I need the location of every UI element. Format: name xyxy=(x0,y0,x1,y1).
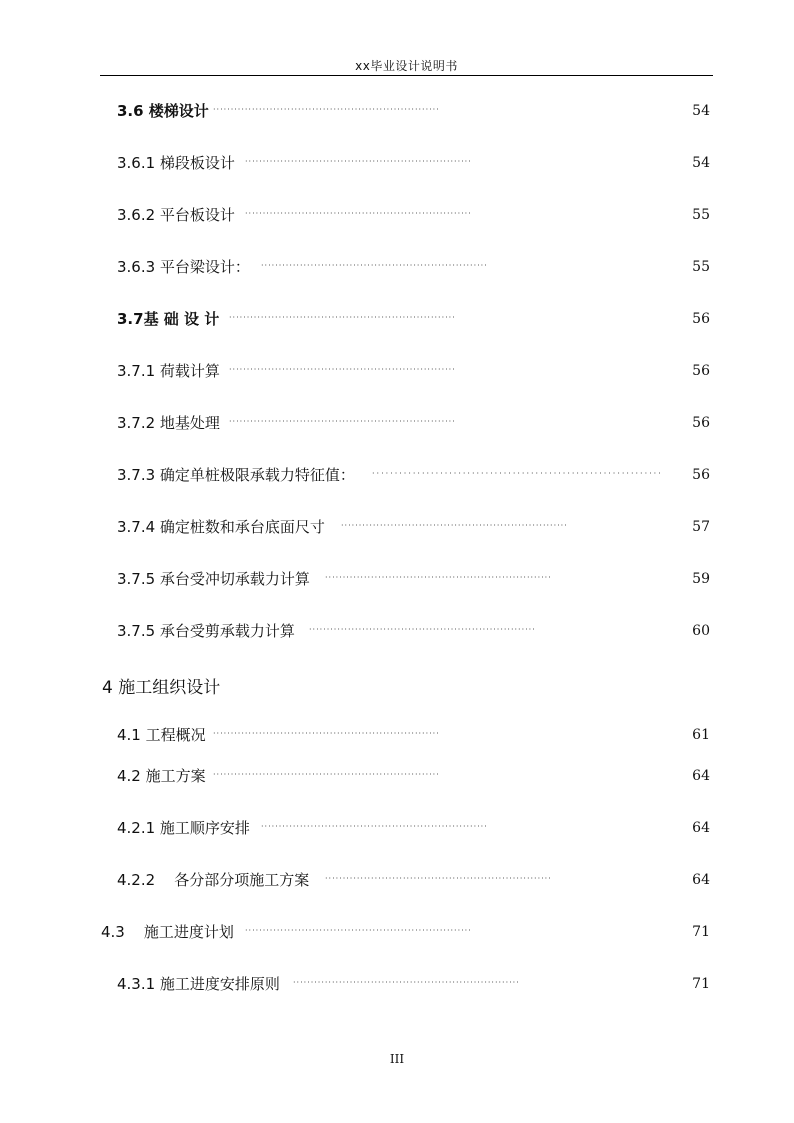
toc-entry-page: 56 xyxy=(692,311,710,327)
toc-entry-label: 4.1 工程概况 xyxy=(117,726,206,744)
toc-entry-label: 3.6.3 平台梁设计： xyxy=(117,258,250,276)
toc-entry[interactable] xyxy=(0,764,794,788)
toc-entry-page: 56 xyxy=(692,467,710,483)
toc-leader-dots: ································································ xyxy=(293,978,520,987)
toc-entry[interactable] xyxy=(0,151,794,175)
toc-entry[interactable] xyxy=(0,567,794,591)
toc-entry-label: 3.7.4 确定桩数和承台底面尺寸 xyxy=(117,518,325,536)
toc-entry-page: 55 xyxy=(692,259,710,275)
toc-entry-page: 54 xyxy=(692,155,710,171)
toc-entry-page: 64 xyxy=(692,768,710,784)
toc-entry-page: 56 xyxy=(692,415,710,431)
toc-entry[interactable] xyxy=(0,203,794,227)
toc-entry[interactable] xyxy=(0,255,794,279)
toc-entry-page: 56 xyxy=(692,363,710,379)
page-number: III xyxy=(389,1052,405,1066)
toc-leader-dots: ································································ xyxy=(229,313,456,322)
toc-entry[interactable] xyxy=(0,463,794,487)
toc-leader-dots: ································································ xyxy=(325,874,552,883)
toc-entry-page: 61 xyxy=(692,727,710,743)
toc-entry-page: 71 xyxy=(692,976,710,992)
toc-entry[interactable] xyxy=(0,816,794,840)
toc-entry[interactable] xyxy=(0,972,794,996)
toc-entry-label: 3.6.1 梯段板设计 xyxy=(117,154,235,172)
toc-leader-dots: ································································ xyxy=(213,729,440,738)
toc-entry-page: 59 xyxy=(692,571,710,587)
toc-entry-label: 4.3.1 施工进度安排原则 xyxy=(117,975,280,993)
toc-entry[interactable] xyxy=(0,920,794,944)
toc-entry[interactable] xyxy=(0,619,794,643)
toc-leader-dots: ································································ xyxy=(325,573,552,582)
toc-entry-label: 3.7.3 确定单桩极限承载力特征值： xyxy=(117,466,355,484)
toc-entry-page: 64 xyxy=(692,872,710,888)
toc-entry-page: 64 xyxy=(692,820,710,836)
toc-leader-dots: ································································ xyxy=(229,417,456,426)
toc-leader-dots: ································································ xyxy=(213,105,440,114)
toc-entry-label: 4.2 施工方案 xyxy=(117,767,206,785)
toc-entry-label: 4.2.1 施工顺序安排 xyxy=(117,819,250,837)
toc-entry-label: 3.7基 础 设 计 xyxy=(117,310,220,328)
toc-leader-dots: ································································ xyxy=(245,209,472,218)
toc-entry[interactable] xyxy=(0,307,794,331)
toc-entry-label: 3.7.5 承台受冲切承载力计算 xyxy=(117,570,310,588)
toc-entry[interactable] xyxy=(0,411,794,435)
toc-entry[interactable] xyxy=(0,515,794,539)
toc-entry[interactable] xyxy=(0,99,794,123)
toc-entry-page: 55 xyxy=(692,207,710,223)
toc-entry-label: 4.3 施工进度计划 xyxy=(101,923,234,941)
toc-entry[interactable] xyxy=(0,359,794,383)
toc-leader-dots: ································································ xyxy=(372,469,663,478)
toc-leader-dots: ································································ xyxy=(229,365,456,374)
toc-entry-page: 57 xyxy=(692,519,710,535)
toc-entry-label: 3.7.5 承台受剪承载力计算 xyxy=(117,622,295,640)
toc-entry-label: 3.6.2 平台板设计 xyxy=(117,206,235,224)
toc-entry-label: 3.6 楼梯设计 xyxy=(117,102,209,120)
toc-entry-page: 54 xyxy=(692,103,710,119)
toc-entry-label: 3.7.1 荷载计算 xyxy=(117,362,220,380)
toc-entry-page: 60 xyxy=(692,623,710,639)
toc-entry-page: 71 xyxy=(692,924,710,940)
chapter-heading[interactable]: 4 施工组织设计 xyxy=(102,678,221,698)
toc-leader-dots: ································································ xyxy=(341,521,568,530)
toc-leader-dots: ································································ xyxy=(261,822,488,831)
toc-entry-label: 4.2.2 各分部分项施工方案 xyxy=(117,871,310,889)
toc-leader-dots: ································································ xyxy=(261,261,488,270)
toc-entry[interactable] xyxy=(0,723,794,747)
toc-leader-dots: ································································ xyxy=(309,625,536,634)
toc-entry[interactable] xyxy=(0,868,794,892)
toc-leader-dots: ································································ xyxy=(245,926,472,935)
toc-leader-dots: ································································ xyxy=(245,157,472,166)
page-header: xx毕业设计说明书 xyxy=(355,59,458,73)
toc-entry-label: 3.7.2 地基处理 xyxy=(117,414,220,432)
toc-leader-dots: ································································ xyxy=(213,770,440,779)
